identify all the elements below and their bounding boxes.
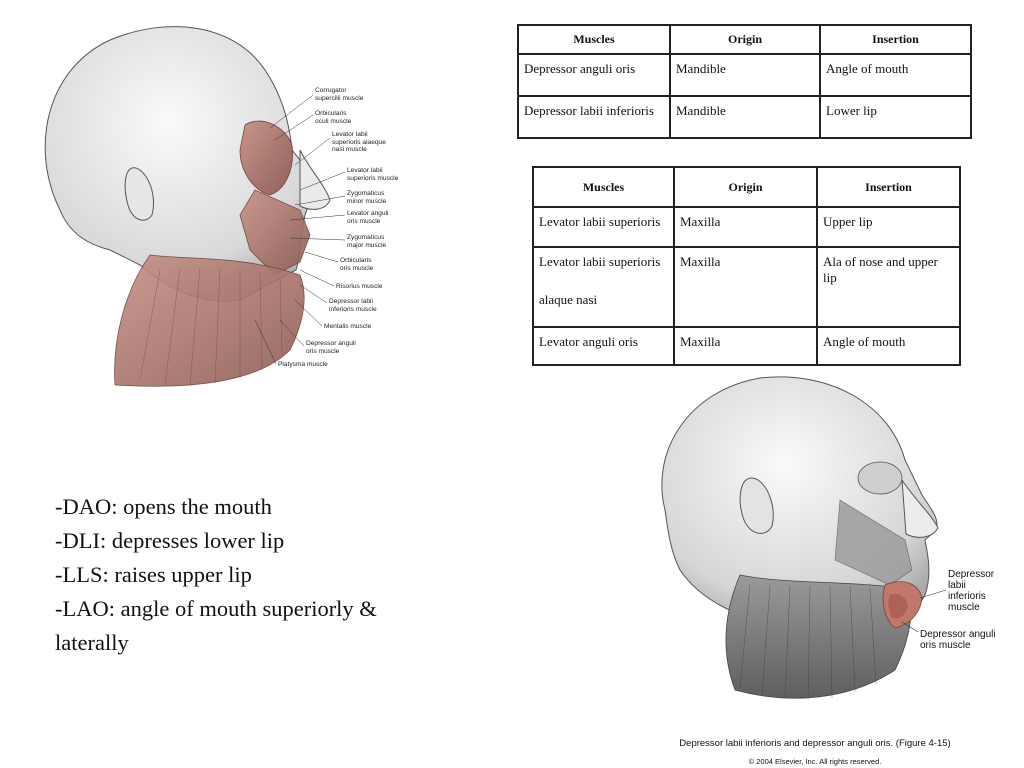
table-cell: Depressor labii inferioris xyxy=(518,96,670,138)
column-header: Insertion xyxy=(820,25,971,54)
depressor-muscles-illustration xyxy=(640,370,950,710)
table-cell: Angle of mouth xyxy=(817,327,960,365)
table-cell: Depressor anguli oris xyxy=(518,54,670,96)
table-row xyxy=(533,327,960,365)
table-header-row xyxy=(518,25,971,54)
label-levator-labii-alaeque-nasi: Levator labii superioris alaeque nasi muscle xyxy=(332,131,386,153)
note-line: -DAO: opens the mouth xyxy=(55,494,272,519)
table-row xyxy=(518,54,971,96)
label-depressor-labii-inferioris-2: Depressor labii inferioris muscle xyxy=(948,569,995,613)
table-cell: Mandible xyxy=(670,96,820,138)
table-cell: Lower lip xyxy=(820,96,971,138)
note-line: laterally xyxy=(55,630,129,655)
muscle-table-levators xyxy=(532,166,961,366)
table-cell xyxy=(533,247,674,327)
label-depressor-anguli-oris-2: Depressor anguli oris muscle xyxy=(920,629,996,651)
table-cell: Upper lip xyxy=(817,207,960,247)
label-levator-anguli-oris: Levator anguli oris muscle xyxy=(347,210,389,225)
label-corrugator-supercilii: Corrugator supercilii muscle xyxy=(315,87,364,102)
copyright-notice: © 2004 Elsevier, Inc. All rights reserved. xyxy=(748,757,882,766)
label-zygomaticus-major: Zygomaticus major muscle xyxy=(347,234,387,249)
table-cell: Maxilla xyxy=(674,327,817,365)
table-cell: Ala of nose and upper lip xyxy=(817,247,960,327)
label-orbicularis-oculi: Orbicularis oculi muscle xyxy=(315,110,352,125)
figure-caption: Depressor labii inferioris and depressor anguli oris. (Figure 4-15) xyxy=(679,738,951,749)
muscle-table-depressors xyxy=(517,24,972,139)
column-header: Muscles xyxy=(518,25,670,54)
table-cell: Maxilla xyxy=(674,207,817,247)
label-levator-labii-superioris: Levator labii superioris muscle xyxy=(347,167,399,182)
muscle-function-notes xyxy=(55,490,495,660)
table-cell: Mandible xyxy=(670,54,820,96)
column-header: Origin xyxy=(670,25,820,54)
note-line: -DLI: depresses lower lip xyxy=(55,528,285,553)
note-line: -LAO: angle of mouth superiorly & xyxy=(55,596,377,621)
note-line: -LLS: raises upper lip xyxy=(55,562,252,587)
table-header-row xyxy=(533,167,960,207)
label-platysma: Platysma muscle xyxy=(278,361,328,368)
cell-text-continuation: alaque nasi xyxy=(539,292,598,307)
table-cell: Levator anguli oris xyxy=(533,327,674,365)
label-depressor-anguli-oris-1: Depressor anguli oris muscle xyxy=(306,340,356,355)
table-row xyxy=(533,247,960,327)
cell-text: Levator labii superioris xyxy=(539,254,661,269)
table-row xyxy=(518,96,971,138)
label-mentalis: Mentalis muscle xyxy=(324,323,372,330)
label-orbicularis-oris: Orbicularis oris muscle xyxy=(340,257,374,272)
table-cell: Angle of mouth xyxy=(820,54,971,96)
column-header: Origin xyxy=(674,167,817,207)
column-header: Insertion xyxy=(817,167,960,207)
label-depressor-labii-inferioris-1: Depressor labii inferioris muscle xyxy=(329,298,377,313)
table-row xyxy=(533,207,960,247)
label-zygomaticus-minor: Zygomaticus minor muscle xyxy=(347,190,387,205)
label-risorius: Risorius muscle xyxy=(336,283,383,290)
column-header: Muscles xyxy=(533,167,674,207)
table-cell: Maxilla xyxy=(674,247,817,327)
table-cell: Levator labii superioris xyxy=(533,207,674,247)
